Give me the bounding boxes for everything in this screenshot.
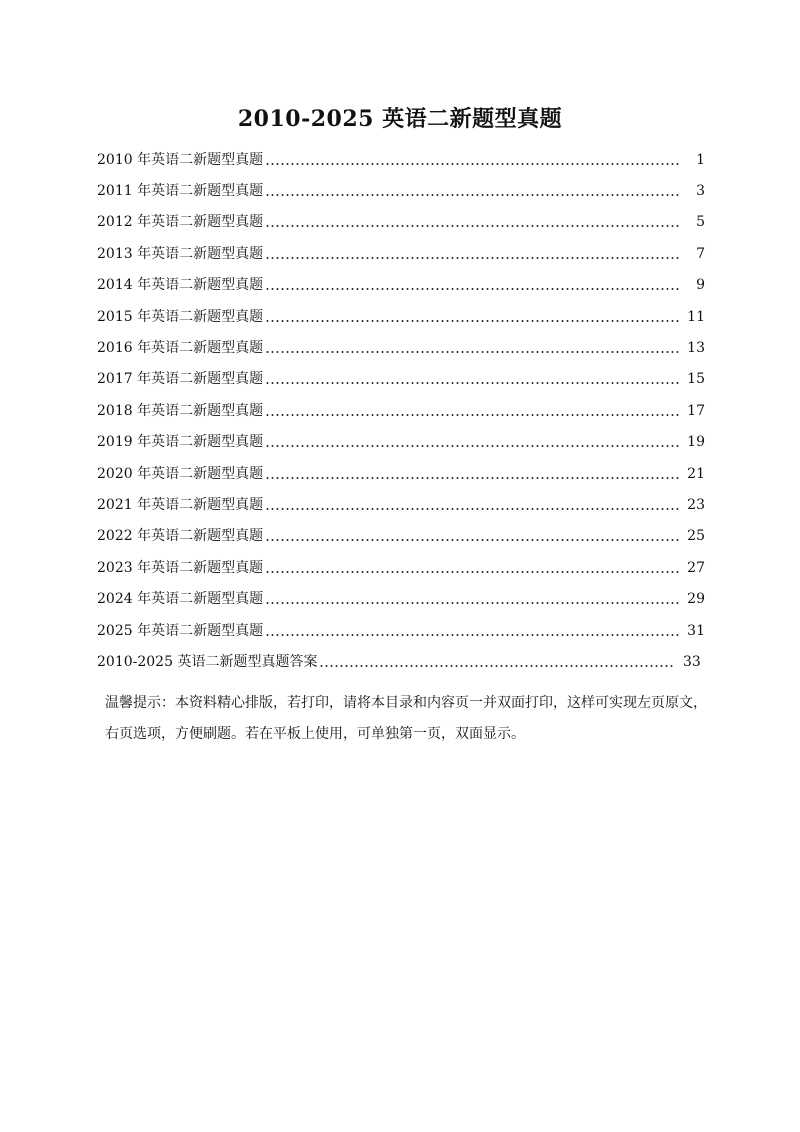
toc-entry-page: 9 (696, 277, 705, 294)
toc-entry[interactable] (97, 238, 705, 269)
toc-entry-label: 2010-2025 英语二新题型真题答案 (97, 653, 318, 670)
dot-leader (265, 225, 681, 227)
toc-entry-page: 15 (687, 371, 705, 388)
toc-entry-label: 2016 年英语二新题型真题 (97, 340, 264, 357)
toc-entry-page: 29 (687, 591, 705, 608)
dot-leader (265, 539, 681, 541)
toc-entry-page: 19 (687, 434, 705, 451)
toc-entry-label: 2010 年英语二新题型真题 (97, 151, 264, 168)
toc-entry-page: 3 (696, 183, 705, 200)
toc-entry[interactable] (97, 207, 705, 238)
dot-leader (265, 602, 681, 604)
toc-entry[interactable] (97, 489, 705, 520)
toc-entry-label: 2023 年英语二新题型真题 (97, 559, 264, 576)
table-of-contents (97, 144, 705, 678)
dot-leader (265, 163, 681, 165)
toc-entry-page: 13 (687, 340, 705, 357)
toc-entry[interactable] (97, 521, 705, 552)
toc-entry-page: 33 (683, 653, 701, 670)
toc-entry[interactable] (97, 395, 705, 426)
toc-entry-label: 2015 年英语二新题型真题 (97, 308, 264, 325)
toc-entry[interactable] (97, 615, 705, 646)
document-title: 2010-2025 英语二新题型真题 (237, 106, 563, 132)
toc-entry[interactable] (97, 364, 705, 395)
toc-entry-label: 2017 年英语二新题型真题 (97, 371, 264, 388)
dot-leader (265, 194, 681, 196)
toc-entry-page: 17 (687, 402, 705, 419)
toc-entry[interactable] (97, 332, 705, 363)
toc-entry-label: 2018 年英语二新题型真题 (97, 402, 264, 419)
dot-leader (265, 320, 681, 322)
toc-entry-label: 2014 年英语二新题型真题 (97, 277, 264, 294)
toc-entry[interactable] (97, 175, 705, 206)
dot-leader (265, 288, 681, 290)
toc-entry-page: 11 (687, 308, 705, 325)
printing-tip: 温馨提示：本资料精心排版，若打印，请将本目录和内容页一并双面打印，这样可实现左页原文，右页选项，方便刷题。若在平板上使用，可单独第一页，双面显示。 (105, 695, 707, 742)
toc-entry-page: 7 (696, 245, 705, 262)
dot-leader (265, 477, 681, 479)
dot-leader (265, 257, 681, 259)
toc-entry[interactable] (97, 583, 705, 614)
toc-entry-label: 2025 年英语二新题型真题 (97, 622, 264, 639)
toc-entry-label: 2012 年英语二新题型真题 (97, 214, 264, 231)
dot-leader (265, 351, 681, 353)
toc-entry[interactable] (97, 270, 705, 301)
toc-entry-label: 2019 年英语二新题型真题 (97, 434, 264, 451)
toc-entry-label: 2011 年英语二新题型真题 (97, 183, 264, 200)
toc-entry-label: 2021 年英语二新题型真题 (97, 496, 264, 513)
toc-entry[interactable] (97, 458, 705, 489)
toc-entry-page: 1 (696, 151, 705, 168)
dot-leader (265, 571, 681, 573)
toc-entry-label: 2022 年英语二新题型真题 (97, 528, 264, 545)
toc-entry-label: 2013 年英语二新题型真题 (97, 245, 264, 262)
toc-entry-page: 5 (696, 214, 705, 231)
toc-entry[interactable] (97, 144, 705, 175)
toc-entry-page: 23 (687, 496, 705, 513)
toc-entry-label: 2020 年英语二新题型真题 (97, 465, 264, 482)
dot-leader (319, 665, 673, 667)
toc-entry-page: 27 (687, 559, 705, 576)
toc-entry-answers[interactable] (97, 646, 705, 677)
toc-entry[interactable] (97, 427, 705, 458)
toc-entry[interactable] (97, 552, 705, 583)
toc-entry[interactable] (97, 301, 705, 332)
toc-entry-page: 21 (687, 465, 705, 482)
dot-leader (265, 414, 681, 416)
toc-entry-page: 31 (687, 622, 705, 639)
dot-leader (265, 634, 681, 636)
toc-entry-page: 25 (687, 528, 705, 545)
toc-entry-label: 2024 年英语二新题型真题 (97, 591, 264, 608)
dot-leader (265, 382, 681, 384)
dot-leader (265, 445, 681, 447)
dot-leader (265, 508, 681, 510)
